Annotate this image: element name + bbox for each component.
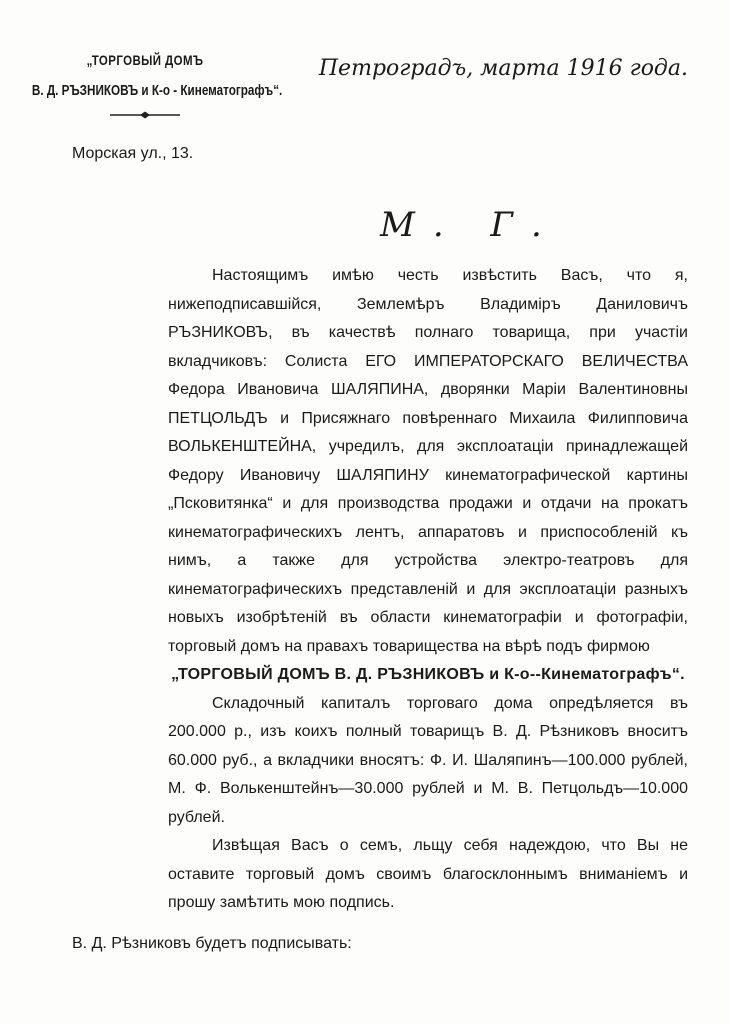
- paragraph-announcement: Настоящимъ имѣю честь извѣстить Васъ, что я, нижеподписавшійся, Землемѣръ Владиміръ Даниловичъ РЪЗНИКОВЪ, въ качествѣ полнаго товарища, при участіи вкладчиковъ: Солиста ЕГО ИМПЕРАТОРСКАГО ВЕЛИЧЕСТВА Федора Ивановича ШАЛЯПИНА, дворянки Маріи Валентиновны ПЕТЦОЛЬДЪ и Присяжнаго повѣреннаго Михаила Филипповича ВОЛЬКЕНШТЕЙНА, учредилъ, для эксплоатаціи принадлежащей Федору Ивановичу ШАЛЯПИНУ кинематографической картины „Псковитянка“ и для производства продажи и отдачи на прокатъ кинематографическихъ лентъ, аппаратовъ и приспособленій къ нимъ, а также для устройства электро-театровъ для кинематографическихъ представленій и для эксплоатаціи разныхъ новыхъ изобрѣтеній въ области кинематографіи и фотографіи, торговый домъ на правахъ товарищества на вѣрѣ подъ фирмою: [168, 267, 688, 655]
- letterhead: [0, 52, 290, 119]
- ornament-divider-icon: [110, 111, 180, 119]
- salutation: М. Г.: [380, 205, 560, 245]
- address: Морская ул., 13.: [72, 145, 194, 162]
- firm-name: „ТОРГОВЫЙ ДОМЪ В. Д. РЪЗНИКОВЪ и К-о--Кинематографъ“.: [171, 666, 685, 683]
- letterhead-line-2: В. Д. РЪЗНИКОВЪ и К-о - Кинематографъ“.: [31, 82, 283, 99]
- dateline: Петроградъ, марта 1916 года.: [318, 56, 688, 81]
- paragraph-capital: Складочный капиталъ торговаго дома опредѣляется въ 200.000 р., изъ коихъ полный товарищъ В. Д. Рѣзниковъ вноситъ 60.000 руб., а вкладчики вносятъ: Ф. И. Шаляпинъ—100.000 рублей, М. Ф. Волькенштейнъ—30.000 рублей и М. В. Петцольдъ—10.000 рублей.: [168, 694, 688, 826]
- letterhead-line-1: „ТОРГОВЫЙ ДОМЪ: [86, 52, 204, 68]
- letter-body: [168, 262, 688, 918]
- signature-line: В. Д. Рѣзниковъ будетъ подписывать:: [72, 935, 352, 952]
- paragraph-closing: Извѣщая Васъ о семъ, льщу себя надеждою, что Вы не оставите торговый домъ своимъ благосклоннымъ вниманіемъ и прошу замѣтить мою подпись.: [168, 837, 688, 911]
